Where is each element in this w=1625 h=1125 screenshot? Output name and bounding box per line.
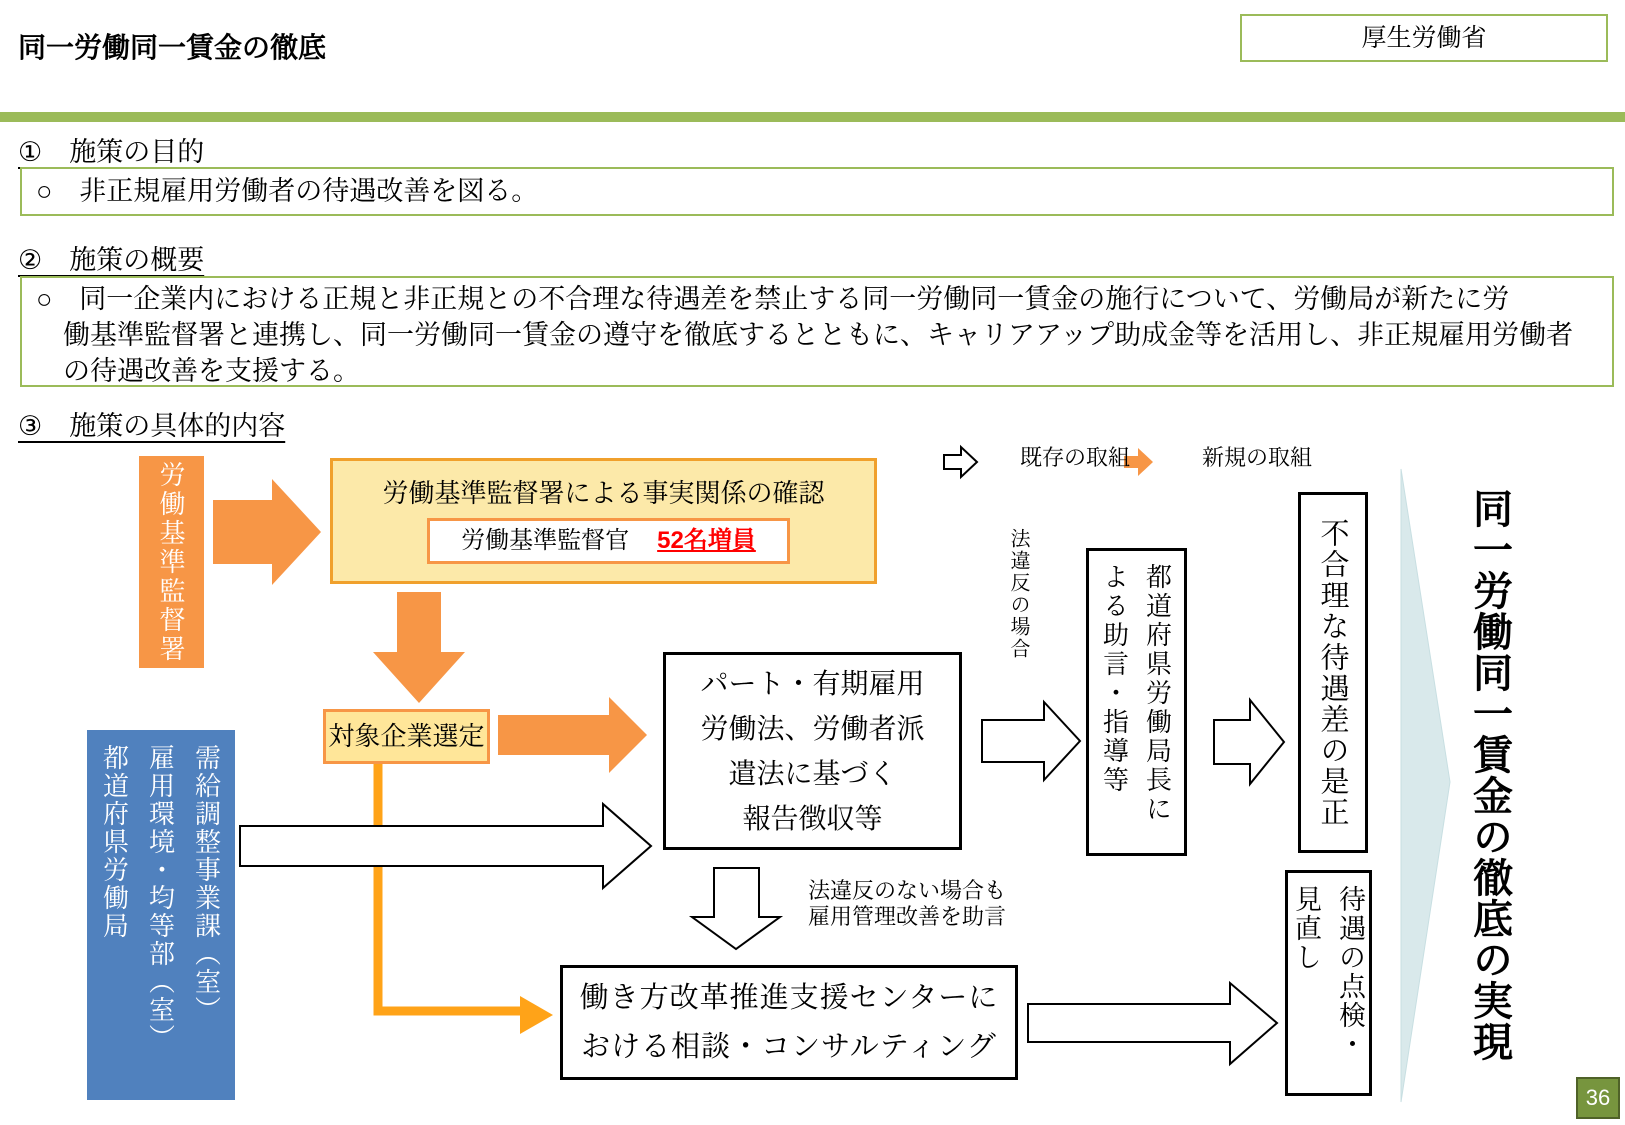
arrow-factcheck-to-target xyxy=(373,592,465,703)
treatment-review-box xyxy=(1285,870,1372,1096)
section2-body-box xyxy=(20,276,1614,387)
page-number-badge: 36 xyxy=(1576,1077,1620,1119)
part-law-line: パート・有期雇用 xyxy=(700,668,925,699)
prefectural-director-col: よる助言・指導等 xyxy=(1099,563,1130,795)
workstyle-center-line: 働き方改革推進支援センターに xyxy=(579,981,999,1014)
prefectural-director-box xyxy=(1086,548,1187,856)
treatment-review-col: 見直し xyxy=(1291,885,1321,972)
no-violation-note-line: 雇用管理改善を助言 xyxy=(808,904,1007,929)
part-law-line: 遣法に基づく xyxy=(728,758,897,789)
inspector-increase-highlight: 52名増員 xyxy=(657,527,756,554)
arrow-partlaw-to-director xyxy=(982,702,1080,780)
header-divider-bar xyxy=(0,112,1625,122)
arrow-target-to-partlaw xyxy=(498,697,647,773)
prefectural-bureau-col: 都道府県労働局 xyxy=(99,744,130,940)
goal-statement xyxy=(1458,488,1522,1088)
elbow-connector-arrowhead xyxy=(520,996,553,1034)
section3-heading: ③ 施策の具体的内容 xyxy=(18,411,286,441)
section2-heading: ② 施策の概要 xyxy=(18,245,205,275)
prefectural-director-col: 都道府県労働局長に xyxy=(1142,563,1173,824)
violation-case-label: 法違反の場合 xyxy=(1007,528,1029,660)
legend-existing-arrow-icon xyxy=(944,447,977,477)
goal-triangle-shape xyxy=(1401,469,1450,1102)
arrow-bureau-to-partlaw xyxy=(240,804,651,888)
prefectural-bureau-col: 雇用環境・均等部（室） xyxy=(145,744,176,1052)
arrow-center-to-review xyxy=(1028,983,1277,1064)
target-company-box: 対象企業選定 xyxy=(323,709,490,764)
labor-standards-office-label: 労働基準監督署 xyxy=(156,460,186,664)
inspector-label: 労働基準監督官 xyxy=(461,527,630,554)
section1-body-box: ○ 非正規雇用労働者の待遇改善を図る。 xyxy=(20,167,1614,216)
inspector-increase-box xyxy=(427,518,790,564)
labor-standards-office-box xyxy=(139,456,204,668)
no-violation-note-line: 法違反のない場合も xyxy=(808,878,1007,903)
part-law-report-box xyxy=(663,652,962,850)
section2-line: の待遇改善を支援する。 xyxy=(36,356,360,386)
correction-label: 不合理な待遇差の是正 xyxy=(1316,517,1349,828)
arrow-laboroffice-to-factcheck xyxy=(213,479,321,585)
elbow-connector-line xyxy=(378,762,520,1011)
section2-line: ○ 同一企業内における正規と非正規との不合理な待遇差を禁止する同一労働同一賃金の施行について、労働局が新たに労 xyxy=(36,284,1510,314)
fact-check-box xyxy=(330,458,877,584)
part-law-line: 報告徴収等 xyxy=(742,803,883,834)
no-violation-note xyxy=(808,878,1006,930)
workstyle-center-box xyxy=(560,965,1018,1080)
correction-box xyxy=(1298,492,1368,853)
workstyle-center-line: おける相談・コンサルティング xyxy=(581,1030,997,1063)
arrow-partlaw-down xyxy=(692,868,780,949)
ministry-label-box: 厚生労働省 xyxy=(1240,14,1608,62)
legend-new-label: 新規の取組 xyxy=(1202,445,1313,470)
prefectural-bureau-box xyxy=(87,730,235,1100)
fact-check-title: 労働基準監督署による事実関係の確認 xyxy=(382,478,825,508)
legend-existing-label: 既存の取組 xyxy=(1020,445,1131,470)
section2-line: 働基準監督署と連携し、同一労働同一賃金の遵守を徹底するとともに、キャリアアップ助成金等を活用し、非正規雇用労働者 xyxy=(36,320,1574,350)
treatment-review-col: 待遇の点検・ xyxy=(1335,885,1365,1059)
goal-statement-text: 同一労働同一賃金の徹底の実現 xyxy=(1467,488,1512,1062)
part-law-line: 労働法、労働者派 xyxy=(700,713,925,744)
section1-heading: ① 施策の目的 xyxy=(18,137,205,167)
page-title: 同一労働同一賃金の徹底 xyxy=(18,32,327,63)
arrow-director-to-correction xyxy=(1214,700,1284,784)
prefectural-bureau-col: 需給調整事業課（室） xyxy=(191,744,222,1024)
